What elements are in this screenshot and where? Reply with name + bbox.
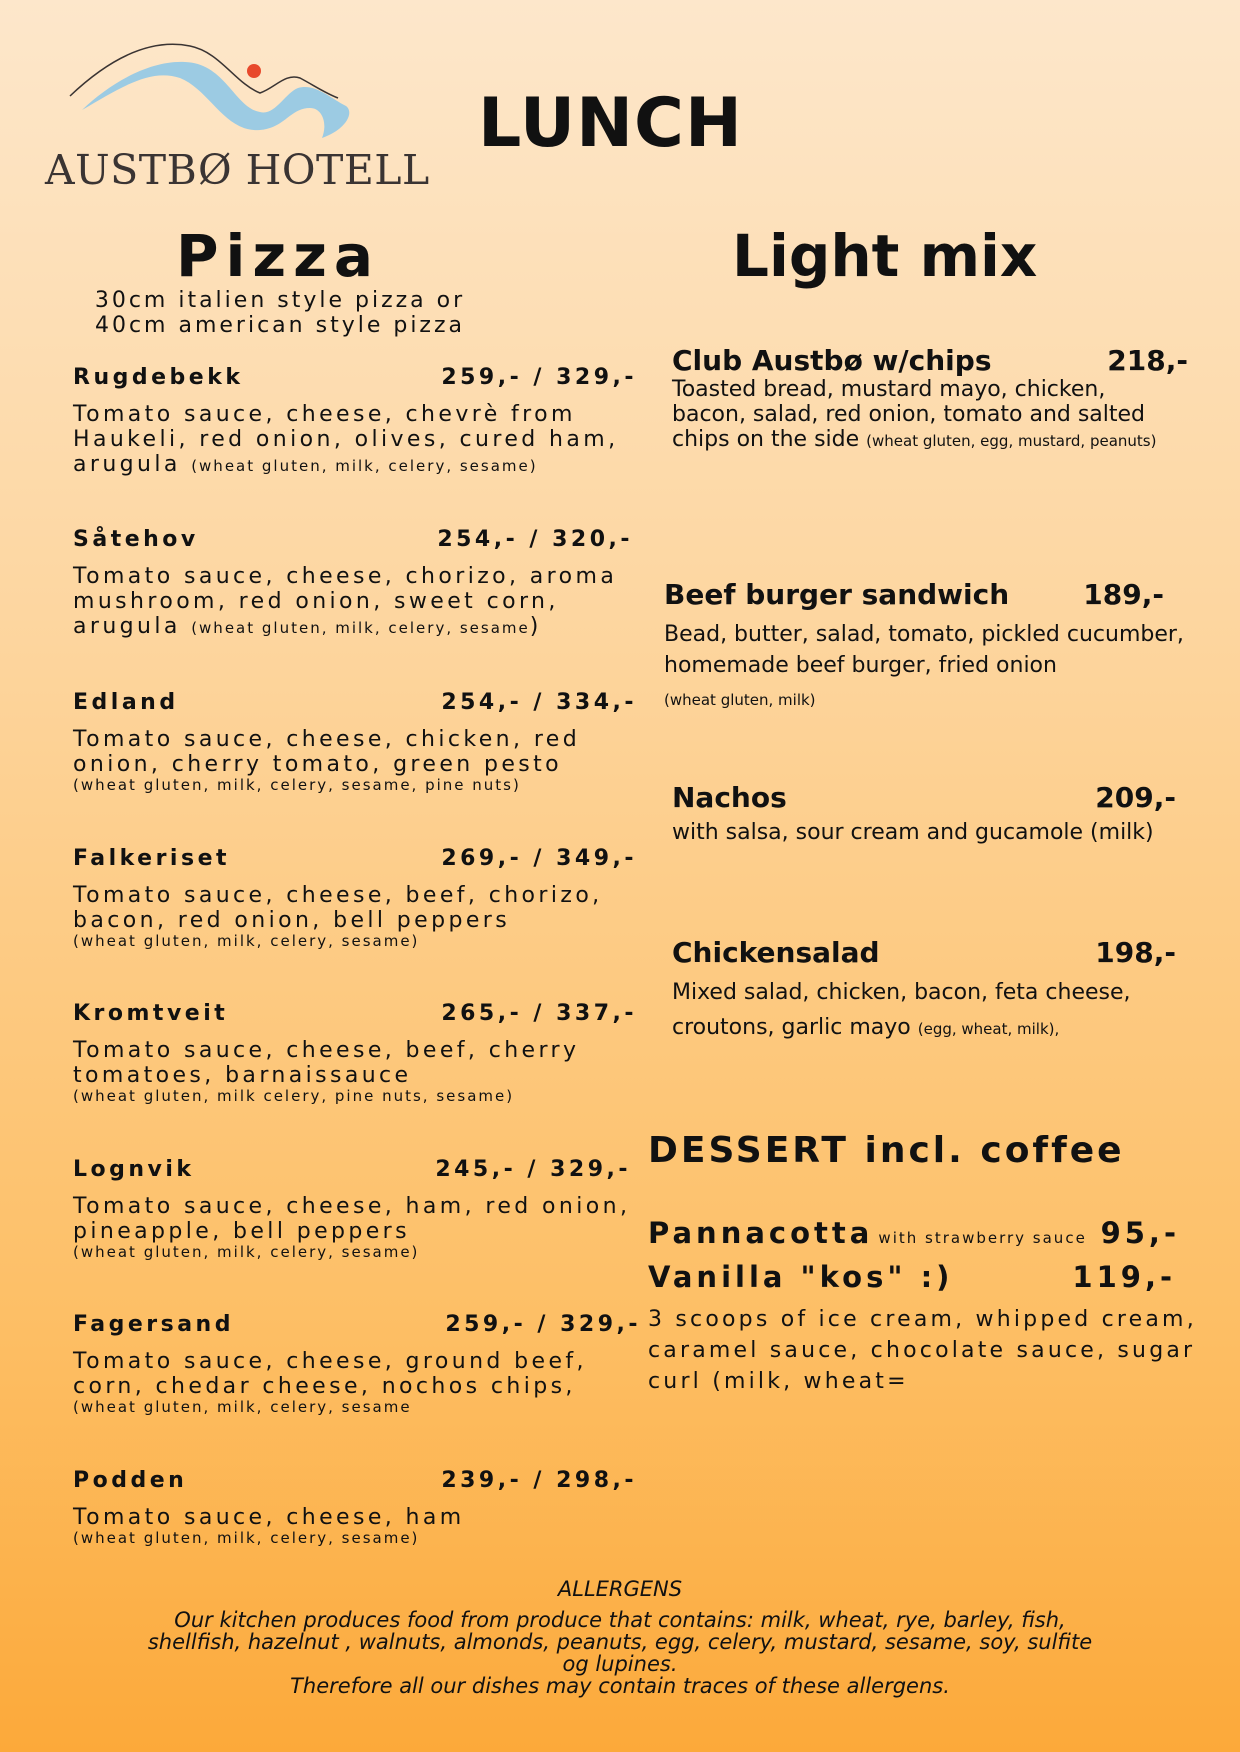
- allergens-line: Our kitchen produces food from produce that contains: milk, wheat, rye, barley, fish,: [174, 1608, 1066, 1632]
- pizza-price: 259,- / 329,-: [445, 1312, 641, 1337]
- allergens-notice: [140, 1609, 1100, 1697]
- pizza-desc-text: Tomato sauce, cheese, beef, chorizo, bacon, red onion, bell peppers: [73, 883, 603, 933]
- dessert-price: 95,-: [1100, 1216, 1180, 1250]
- light-mix-price: 209,-: [1095, 781, 1176, 814]
- pizza-heading: Pizza: [176, 222, 381, 290]
- pizza-desc-text: Tomato sauce, cheese, chicken, red onion, cherry tomato, green pesto: [73, 727, 581, 777]
- pizza-allergens: (wheat gluten, milk, celery, sesame): [73, 1243, 420, 1261]
- dessert-heading: DESSERT incl. coffee: [648, 1130, 1125, 1171]
- pizza-subheading: [70, 288, 490, 338]
- pizza-allergens: (wheat gluten, milk, celery, sesame): [73, 932, 420, 950]
- pizza-subheading-line1: 30cm italien style pizza or: [94, 288, 466, 313]
- light-mix-price: 189,-: [1083, 578, 1164, 611]
- pizza-allergens: (wheat gluten, milk, celery, sesame: [73, 1398, 412, 1416]
- pizza-price: 254,- / 320,-: [437, 527, 633, 552]
- mountain-wave-logo-icon: [60, 38, 380, 148]
- pizza-name: Rugdebekk: [73, 365, 244, 390]
- dessert-item: [648, 1260, 1178, 1294]
- light-mix-description: with salsa, sour cream and gucamole (milk): [672, 820, 1154, 845]
- pizza-name: Kromtveit: [73, 1001, 229, 1026]
- light-mix-desc-text: Mixed salad, chicken, bacon, feta cheese, croutons, garlic mayo: [672, 980, 1131, 1040]
- pizza-subheading-line2: 40cm american style pizza: [94, 313, 466, 338]
- light-mix-name: Club Austbø w/chips: [672, 344, 992, 377]
- pizza-desc-text: Tomato sauce, cheese, ground beef, corn, chedar cheese, nochos chips,: [73, 1349, 587, 1399]
- pizza-description: [73, 1038, 647, 1105]
- light-mix-item: [672, 936, 1176, 1047]
- allergens-heading: ALLERGENS: [557, 1577, 683, 1601]
- pizza-description: [73, 727, 647, 794]
- pizza-price: 265,- / 337,-: [441, 1001, 637, 1026]
- pizza-desc-text: Tomato sauce, cheese, ham: [73, 1505, 465, 1530]
- light-mix-name: Chickensalad: [672, 936, 880, 969]
- pizza-price: 239,- / 298,-: [441, 1468, 637, 1493]
- pizza-name: Edland: [73, 690, 179, 715]
- pizza-description: [73, 564, 647, 641]
- light-mix-name: Beef burger sandwich: [664, 578, 1010, 611]
- allergens-line: og lupines.: [562, 1652, 678, 1676]
- hotel-logo: [40, 38, 430, 198]
- pizza-allergens-close: ): [529, 614, 542, 639]
- light-mix-desc-text: Toasted bread, mustard mayo, chicken, bacon, salad, red onion, tomato and salted chips on the side: [672, 377, 1146, 452]
- pizza-desc-text: Tomato sauce, cheese, chorizo, aroma mushroom, red onion, sweet corn, arugula: [73, 564, 618, 639]
- pizza-price: 269,- / 349,-: [441, 846, 637, 871]
- pizza-item: [73, 1157, 647, 1261]
- pizza-item: [73, 1468, 647, 1547]
- allergens-line: shellfish, hazelnut , walnuts, almonds, peanuts, egg, celery, mustard, sesame, soy, sulfite: [147, 1630, 1093, 1654]
- light-mix-name: Nachos: [672, 781, 787, 814]
- pizza-price: 245,- / 329,-: [435, 1157, 631, 1182]
- light-mix-price: 198,-: [1095, 936, 1176, 969]
- dessert-name: Pannacotta: [648, 1216, 874, 1250]
- pizza-item: [73, 1312, 647, 1416]
- pizza-allergens: (wheat gluten, milk, celery, sesame): [191, 457, 538, 475]
- pizza-name: Falkeriset: [73, 846, 231, 871]
- light-mix-description: [672, 975, 1172, 1047]
- pizza-description: [73, 402, 647, 479]
- light-mix-description: Bead, butter, salad, tomato, pickled cucumber, homemade beef burger, fried onion: [664, 622, 1184, 678]
- pizza-name: Såtehov: [73, 527, 199, 552]
- pizza-allergens: (wheat gluten, milk, celery, sesame): [73, 1529, 420, 1547]
- pizza-desc-text: Tomato sauce, cheese, chevrè from Haukeli, red onion, olives, cured ham, arugula: [73, 402, 619, 477]
- pizza-desc-text: Tomato sauce, cheese, ham, red onion, pineapple, bell peppers: [73, 1194, 631, 1244]
- pizza-name: Fagersand: [73, 1312, 234, 1337]
- pizza-description: [73, 1349, 647, 1416]
- pizza-price: 254,- / 334,-: [441, 690, 637, 715]
- pizza-item: [73, 690, 647, 794]
- pizza-item: [73, 846, 647, 950]
- pizza-name: Lognvik: [73, 1157, 195, 1182]
- dessert-name: Vanilla "kos" :): [648, 1260, 954, 1294]
- pizza-item: [73, 365, 647, 479]
- light-mix-allergens: (wheat gluten, milk): [664, 691, 816, 709]
- light-mix-item: [672, 344, 1188, 454]
- dessert-price: 119,-: [1072, 1260, 1176, 1294]
- pizza-description: [73, 883, 647, 950]
- light-mix-description: [672, 377, 1172, 454]
- pizza-price: 259,- / 329,-: [441, 365, 637, 390]
- logo-text: AUSTBØ HOTELL: [45, 146, 430, 194]
- allergens-line: Therefore all our dishes may contain traces of these allergens.: [290, 1674, 950, 1698]
- pizza-allergens: (wheat gluten, milk, celery, sesame: [191, 619, 530, 637]
- pizza-description: [73, 1505, 647, 1547]
- pizza-desc-text: Tomato sauce, cheese, beef, cherry tomatoes, barnaissauce: [73, 1038, 580, 1088]
- pizza-item: [73, 527, 647, 641]
- light-mix-item: [672, 781, 1176, 845]
- light-mix-item: [664, 578, 1184, 709]
- pizza-allergens: (wheat gluten, milk celery, pine nuts, sesame): [73, 1087, 515, 1105]
- dessert-description: 3 scoops of ice cream, whipped cream, caramel sauce, chocolate sauce, sugar curl (milk, wheat=: [648, 1307, 1197, 1394]
- pizza-allergens: (wheat gluten, milk, celery, sesame, pine nuts): [73, 776, 521, 794]
- page-title: LUNCH: [478, 84, 743, 163]
- light-mix-allergens: (egg, wheat, milk),: [917, 1020, 1060, 1038]
- pizza-description: [73, 1194, 647, 1261]
- light-mix-heading: Light mix: [732, 222, 1038, 290]
- pizza-name: Podden: [73, 1468, 188, 1493]
- dessert-item: [648, 1216, 1178, 1250]
- light-mix-allergens: (wheat gluten, egg, mustard, peanuts): [866, 432, 1157, 450]
- light-mix-price: 218,-: [1107, 344, 1188, 377]
- dessert-note: with strawberry sauce: [878, 1229, 1087, 1247]
- pizza-item: [73, 1001, 647, 1105]
